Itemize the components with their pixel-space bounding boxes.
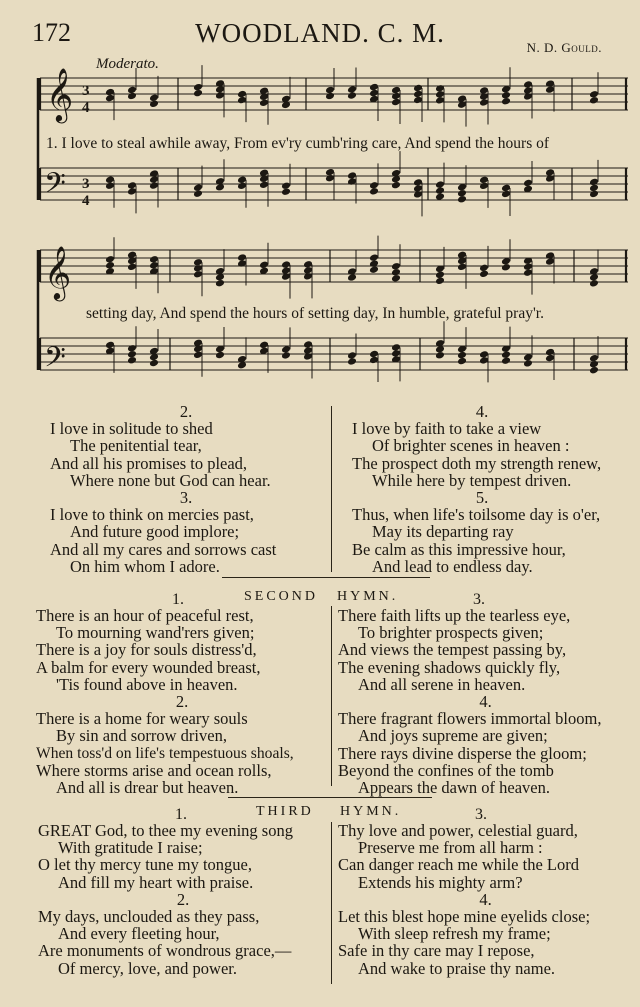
second-hymn-heading-right: HYMN.: [337, 589, 399, 604]
verse-line: Let this blest hope mine eyelids close;: [338, 907, 591, 927]
verse-line: To brighter prospects given;: [358, 623, 544, 643]
verse-line: Are monuments of wondrous grace,—: [38, 941, 292, 961]
verse-line: Be calm as this impressive hour,: [352, 539, 566, 559]
verse-line: And fill my heart with praise.: [58, 872, 254, 892]
verse-line: I love in solitude to shed: [50, 419, 213, 439]
verse-line: And all his promises to plead,: [50, 453, 248, 473]
svg-text:3: 3: [82, 176, 90, 192]
lyric-line-2: setting day, And spend the hours of setting day, In humble, grateful pray'r.: [86, 305, 544, 322]
verse-number: 4.: [479, 692, 492, 712]
second-hymn-heading-left: SECOND: [244, 589, 319, 604]
verse-line: Can danger reach me while the Lord: [338, 855, 579, 875]
verse-line: May its departing ray: [372, 522, 514, 542]
verse-line: And wake to praise thy name.: [358, 958, 556, 978]
verse-line: And joys supreme are given;: [358, 726, 548, 746]
svg-text:4: 4: [82, 100, 90, 116]
hymn-title: WOODLAND. C. M.: [195, 18, 445, 48]
verse-number: 3.: [473, 591, 485, 608]
verse-number: 2.: [179, 402, 193, 421]
verse-number: 4.: [479, 889, 492, 909]
verse-line: The evening shadows quickly fly,: [338, 657, 561, 677]
verse-line: 'Tis found above in heaven.: [56, 674, 238, 694]
verse-line: With gratitude I raise;: [58, 838, 203, 858]
verse-line: Appears the dawn of heaven.: [358, 778, 550, 798]
verse-line: Thy love and power, celestial guard,: [338, 821, 578, 840]
third-hymn-left: [38, 822, 328, 977]
second-hymn-left: [36, 607, 328, 796]
verse-line: There is a home for weary souls: [36, 709, 248, 729]
third-hymn-right: [338, 822, 633, 977]
verse-line: There rays divine disperse the gloom;: [338, 743, 587, 763]
music-score: [0, 0, 640, 400]
verse-line: To mourning wand'rers given;: [56, 623, 255, 643]
bass-clef-icon: 𝄢: [44, 341, 66, 381]
verse-line: And all is drear but heaven.: [56, 778, 239, 798]
second-hymn-right: [338, 607, 633, 796]
verse-line: And all my cares and sorrows cast: [50, 539, 277, 559]
verse-line: There fragrant flowers immortal bloom,: [338, 709, 602, 729]
verse-line: While here by tempest driven.: [372, 470, 572, 490]
lyric-line-1: 1. I love to steal awhile away, From ev'ry cumb'ring care, And spend the hours of: [46, 135, 550, 152]
verse-line: The prospect doth my strength renew,: [352, 453, 602, 473]
verse-line: The penitential tear,: [70, 436, 202, 456]
treble-clef-icon: 𝄞: [46, 67, 74, 121]
verse-line: Of mercy, love, and power.: [58, 958, 237, 978]
svg-text:4: 4: [82, 193, 90, 209]
verse-line: And lead to endless day.: [372, 556, 533, 576]
third-hymn-heading-right: HYMN.: [340, 804, 402, 819]
woodland-verses-right: [352, 403, 632, 575]
verse-number: 4.: [475, 402, 489, 421]
verse-line: Preserve me from all harm :: [358, 838, 543, 858]
verse-line: My days, unclouded as they pass,: [38, 907, 260, 927]
verse-number: 1.: [175, 806, 187, 823]
verse-line: Of brighter scenes in heaven :: [372, 436, 570, 456]
verse-line: When toss'd on life's tempestuous shoals,: [36, 744, 294, 762]
verse-line: And every fleeting hour,: [58, 924, 220, 944]
verse-line: There is an hour of peaceful rest,: [36, 606, 254, 625]
svg-text:3: 3: [82, 83, 90, 99]
verse-number: 3.: [179, 488, 193, 508]
page-number: 172: [32, 18, 71, 47]
verse-line: I love to think on mercies past,: [50, 505, 254, 525]
column-divider: [331, 822, 332, 984]
tempo-marking: Moderato.: [96, 56, 159, 72]
verse-line: Extends his mighty arm?: [358, 872, 523, 892]
section-rule: [228, 797, 432, 798]
verse-line: O let thy mercy tune my tongue,: [38, 855, 252, 875]
verse-line: Where storms arise and ocean rolls,: [36, 760, 272, 780]
verse-line: GREAT God, to thee my evening song: [38, 821, 293, 840]
verse-line: I love by faith to take a view: [352, 419, 542, 439]
bass-clef-icon: 𝄢: [44, 167, 66, 207]
verse-line: There is a joy for souls distress'd,: [36, 640, 257, 660]
verse-line: Thus, when life's toilsome day is o'er,: [352, 505, 601, 525]
composer: N. D. Gould.: [526, 40, 602, 55]
verse-line: On him whom I adore.: [70, 556, 220, 576]
verse-number: 2.: [175, 692, 189, 712]
verse-line: Safe in thy care may I repose,: [338, 941, 535, 961]
verse-line: By sin and sorrow driven,: [56, 726, 227, 746]
treble-clef-icon: 𝄞: [44, 245, 72, 299]
verse-line: Where none but God can hear.: [70, 470, 271, 490]
verse-number: 2.: [176, 889, 190, 909]
verse-line: Beyond the confines of the tomb: [338, 760, 554, 780]
verse-line: A balm for every wounded breast,: [36, 657, 261, 677]
verse-number: 1.: [172, 591, 184, 608]
verse-line: And views the tempest passing by,: [338, 640, 567, 660]
third-hymn-heading-left: THIRD: [256, 804, 314, 819]
section-rule: [222, 577, 430, 578]
column-divider: [331, 406, 332, 572]
verse-line: And future good implore;: [70, 522, 240, 542]
verse-line: There faith lifts up the tearless eye,: [338, 606, 571, 625]
verse-number: 3.: [475, 806, 487, 823]
verse-line: With sleep refresh my frame;: [358, 924, 551, 944]
verse-line: And all serene in heaven.: [358, 674, 526, 694]
woodland-verses-left: [50, 403, 322, 575]
verse-number: 5.: [475, 488, 489, 508]
column-divider: [331, 606, 332, 786]
